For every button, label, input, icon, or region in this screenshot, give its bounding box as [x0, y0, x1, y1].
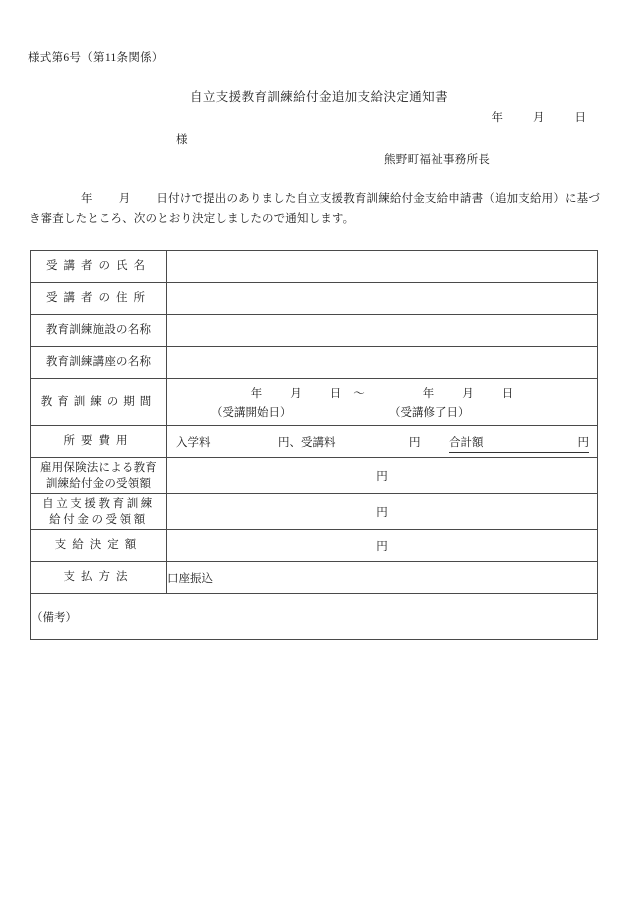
table-row-self-reliance-benefit — [31, 494, 598, 530]
table-row-required-cost — [31, 426, 598, 458]
period-end-month: 月 — [462, 388, 474, 400]
period-end-year: 年 — [422, 388, 435, 400]
addressee-honorific: 様 — [176, 134, 188, 146]
tuition-fee-yen: 円 — [409, 437, 421, 449]
label-remarks[interactable]: （備考） — [31, 594, 598, 640]
period-cell — [167, 379, 597, 425]
label-decided-amount: 支給決定額 — [31, 530, 167, 562]
period-start-year: 年 — [250, 388, 263, 400]
total-amount-label: 合計額 — [449, 437, 484, 449]
value-payment-method[interactable]: 口座振込 — [167, 562, 598, 594]
label-recipient-address: 受講者の住所 — [31, 283, 167, 315]
total-amount-field[interactable] — [449, 434, 589, 453]
body-paragraph — [29, 189, 600, 229]
label-employment-insurance-benefit-line1: 雇用保険法による教育 — [40, 461, 157, 474]
label-recipient-name: 受講者の氏名 — [31, 251, 167, 283]
period-end-day: 日 — [501, 388, 514, 400]
body-text: 日付けで提出のありました自立支援教育訓練給付金支給申請書（追加支給用）に基づき審査したところ、次のとおり決定しましたので通知します。 — [29, 193, 600, 225]
value-facility-name[interactable] — [167, 315, 598, 347]
label-course-name: 教育訓練講座の名称 — [31, 347, 167, 379]
decision-table — [30, 250, 598, 640]
label-required-cost: 所要費用 — [31, 426, 167, 458]
period-start-day: 日 — [329, 388, 342, 400]
total-amount-yen: 円 — [577, 437, 589, 449]
value-recipient-name[interactable] — [167, 251, 598, 283]
table-row-recipient-name — [31, 251, 598, 283]
value-course-name[interactable] — [167, 347, 598, 379]
table-row-recipient-address — [31, 283, 598, 315]
label-training-period: 教育訓練の期間 — [31, 379, 167, 426]
value-recipient-address[interactable] — [167, 283, 598, 315]
entrance-fee-label: 入学料 — [176, 437, 211, 449]
period-date-line — [167, 385, 597, 401]
body-date-month: 月 — [118, 193, 131, 205]
cost-cell — [167, 426, 597, 457]
label-self-reliance-benefit — [31, 494, 167, 530]
table-row-training-period — [31, 379, 598, 426]
body-date-year: 年 — [81, 193, 93, 205]
period-tilde: ～ — [353, 388, 365, 400]
table-row-facility-name — [31, 315, 598, 347]
value-employment-insurance-benefit[interactable]: 円 — [167, 458, 598, 494]
issuer-name: 熊野町福祉事務所長 — [384, 154, 491, 166]
table-row-course-name — [31, 347, 598, 379]
issue-date-month: 月 — [533, 112, 545, 124]
value-training-period[interactable] — [167, 379, 598, 426]
label-facility-name: 教育訓練施設の名称 — [31, 315, 167, 347]
form-number: 様式第6号（第11条関係） — [28, 52, 164, 64]
label-payment-method: 支払方法 — [31, 562, 167, 594]
issue-date-year: 年 — [491, 112, 503, 124]
value-required-cost[interactable] — [167, 426, 598, 458]
table-row-payment-method — [31, 562, 598, 594]
issue-date-line — [0, 109, 586, 125]
period-end-caption: （受講修了日） — [389, 407, 470, 419]
table-row-decided-amount — [31, 530, 598, 562]
value-self-reliance-benefit[interactable]: 円 — [167, 494, 598, 530]
label-self-reliance-benefit-line2: 給付金の受領額 — [49, 513, 148, 526]
label-employment-insurance-benefit — [31, 458, 167, 494]
period-start-caption: （受講開始日） — [211, 407, 292, 419]
table-row-employment-insurance-benefit — [31, 458, 598, 494]
label-employment-insurance-benefit-line2: 訓練給付金の受領額 — [45, 477, 152, 490]
value-decided-amount[interactable]: 円 — [167, 530, 598, 562]
document-title: 自立支援教育訓練給付金追加支給決定通知書 — [189, 90, 448, 104]
label-self-reliance-benefit-line1: 自立支援教育訓練 — [42, 497, 155, 510]
issue-date-day: 日 — [574, 112, 586, 124]
table-row-remarks — [31, 594, 598, 640]
entrance-fee-yen-and-tuition-label: 円、受講料 — [278, 437, 336, 449]
period-start-month: 月 — [290, 388, 302, 400]
